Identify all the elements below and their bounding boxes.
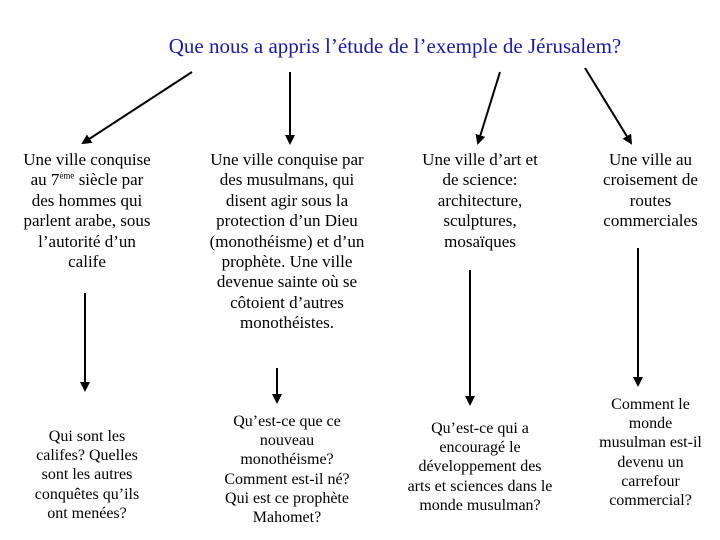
top-box-art-science: Une ville d’art et de science: architecture, sculptures, mosaïques [422,150,538,251]
question-monotheism: Qu’est-ce que ce nouveau monothéisme? Comment est-il né? Qui est ce prophète Mahomet? [224,413,350,526]
top-box-calife-conquest [12,150,162,272]
top-box-1-text-after: siècle par des hommes qui parlent arabe, sous l’autorité d’un calife [23,170,151,271]
diagram-title: Que nous a appris l’étude de l’exemple de Jérusalem? [168,34,622,58]
arrow-title-to-box-1 [83,72,192,143]
question-arts-sciences: Qu’est-ce qui a encouragé le développement des arts et sciences dans le monde musulman? [407,420,553,514]
arrow-title-to-box-3 [478,72,500,143]
top-box-1-superscript: ème [59,170,75,181]
top-box-muslim-conquest: Une ville conquise par des musulmans, qui disent agir sous la protection d’un Dieu (monothéisme) et d’un prophète. Une ville devenue sainte où se côtoient d’autres monothéistes. [209,150,365,333]
arrow-title-to-box-4 [585,68,631,143]
question-commercial-crossroads: Comment le monde musulman est-il devenu un carrefour commercial? [599,396,702,509]
top-box-1-text-before: Une ville conquise au 7 [23,150,151,190]
top-box-trade-routes: Une ville au croisement de routes commerciales [603,150,698,231]
question-califes: Qui sont les califes? Quelles sont les autres conquêtes qu’ils ont menées? [34,428,140,522]
